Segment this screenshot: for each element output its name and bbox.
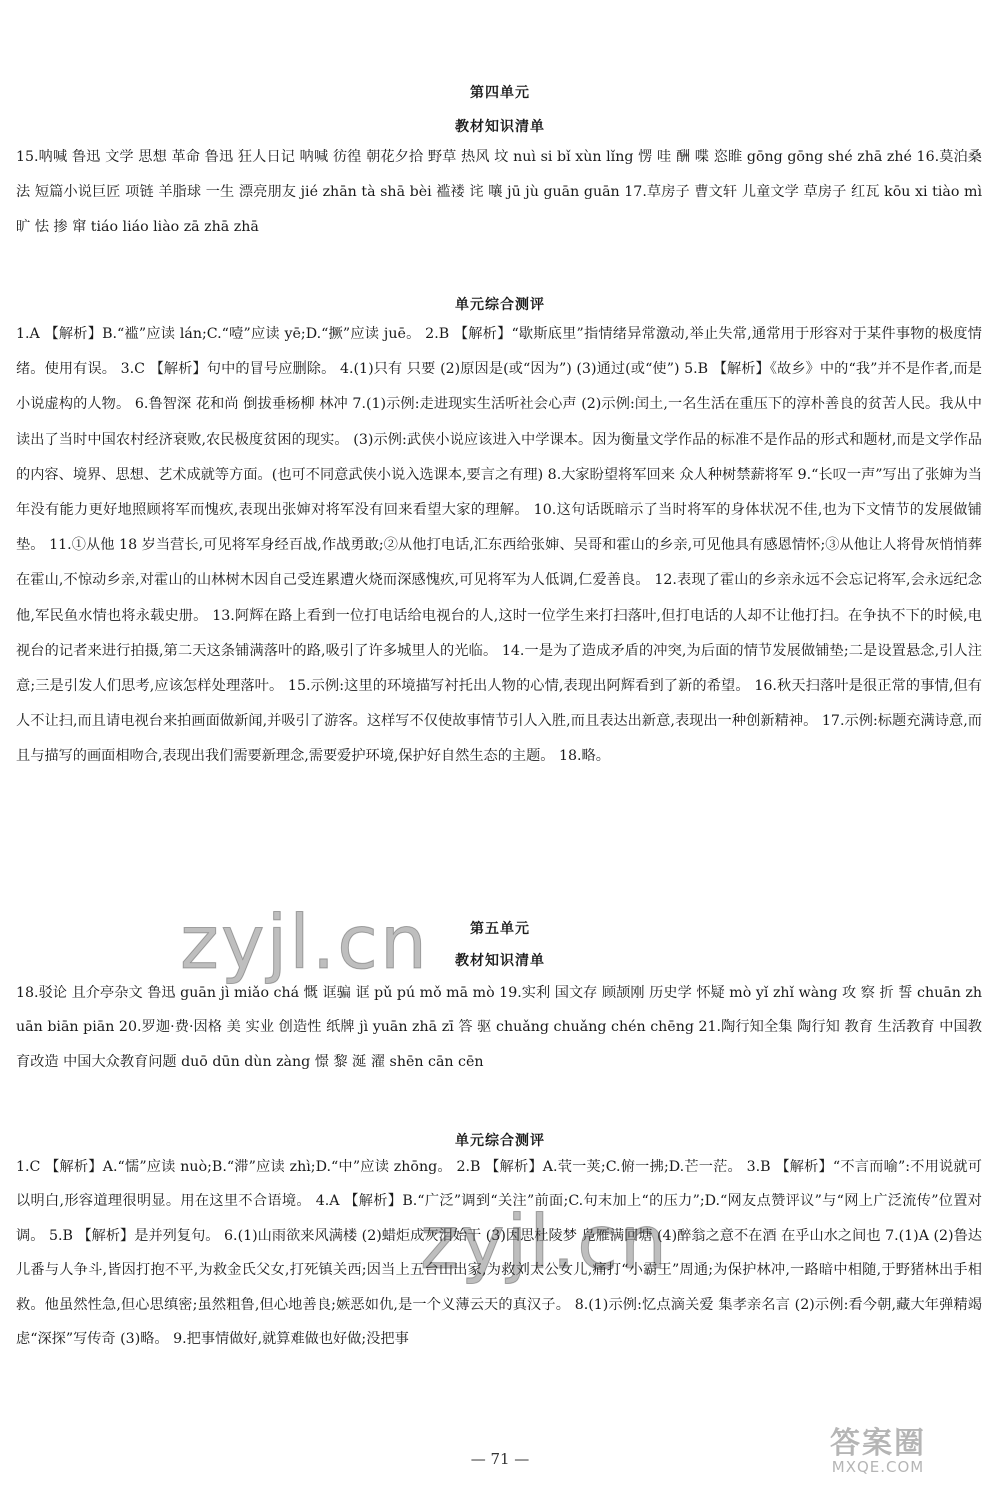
page-number: — 71 — [470, 1450, 530, 1468]
unit5-test-title: 单元综合测评 [455, 1133, 545, 1149]
corner-watermark-url: MXQE.COM [831, 1458, 925, 1476]
watermark-logo: zyjl.cn [420, 1200, 669, 1286]
unit5-knowledge-title: 教材知识清单 [455, 953, 545, 969]
watermark-logo: zyjl.cn [180, 900, 429, 986]
corner-watermark [830, 1418, 926, 1476]
unit4-test-text: 1.A 【解析】B.“褴”应读 lán;C.“噎”应读 yē;D.“撅”应读 juē。 2.B 【解析】“歇斯底里”指情绪异常激动,举止失常,通常用于形容对于某件事物的极度情绪。使用有误。 3.C 【解析】句中的冒号应删除。 4.(1)只有 只要 (2)原因是(或“因为”) (3)通过(或“使”) 5.B 【解析】《故乡》中的“我”并不是作者,而是小说虚构的人物。 6.鲁智深 花和尚 倒拔垂杨柳 林冲 7.(1)示例:走进现实生活听社会心声 (2)示例:闰土,一名生活在重压下的淳朴善良的贫苦人民。我从中读出了当时中国农村经济衰败,农民极度贫困的现实。 (3)示例:武侠小说应该进入中学课本。因为衡量文学作品的标准不是作品的形式和题材,而是文学作品的内容、境界、思想、艺术成就等方面。(也可不同意武侠小说入选课本,要言之有理) 8.大家盼望将军回来 众人种树禁薪将军 9.“长叹一声”写出了张婶为当年没有能力更好地照顾将军而愧疚,表现出张婶对将军没有回来看望大家的理解。 10.这句话既暗示了当时将军的身体状况不佳,也为下文情节的发展做铺垫。 11.①从他 18 岁当营长,可见将军身经百战,作战勇敢;②从他打电话,汇东西给张婶、吴哥和霍山的乡亲,可见他具有感恩情怀;③从他让人将骨灰悄悄葬在霍山,不惊动乡亲,对霍山的山林树木因自己受连累遭火烧而深感愧疚,可见将军为人低调,仁爱善良。 12.表现了霍山的乡亲永远不会忘记将军,会永远纪念他,军民鱼水情也将永载史册。 13.阿辉在路上看到一位打电话给电视台的人,这时一位学生来打扫落叶,但打电话的人却不让他打扫。在争执不下的时候,电视台的记者来进行拍摄,第二天这条铺满落叶的路,吸引了许多城里人的光临。 14.一是为了造成矛盾的冲突,为后面的情节发展做铺垫;二是设置悬念,引人注意;三是引发人们思考,应该怎样处理落叶。 15.示例:这里的环境描写衬托出人物的心情,表现出阿辉看到了新的希望。 16.秋天扫落叶是很正常的事情,但有人不让扫,而且请电视台来拍画面做新闻,并吸引了游客。这样写不仅使故事情节引人入胜,而且表达出新意,表现出一种创新精神。 17.示例:标题充满诗意,而且与描写的画面相吻合,表现出我们需要新理念,需要爱护环境,保护好自然生态的主题。 18.略。 [16, 326, 982, 765]
unit5-test-text: 1.C 【解析】A.“懦”应读 nuò;B.“滞”应读 zhì;D.“中”应读 zhōng。 2.B 【解析】A.茕一荚;C.俯一拂;D.芒一茫。 3.B 【解析】“不言而喻”:不用说就可以明白,形容道理很明显。用在这里不合语境。 4.A 【解析】B.“广泛”调到“关注”前面;C.句末加上“的压力”;D.“网友点赞评议”与“网上广泛流传”位置对调。 5.B 【解析】是并列复句。 6.(1)山雨欲来风满楼 (2)蜡炬成灰泪始干 (3)因思杜陵梦 凫雁满回塘 (4)醉翁之意不在酒 在乎山水之间也 7.(1)A (2)鲁达儿番与人争斗,皆因打抱不平,为救金氏父女,打死镇关西;因当上五台山出家,为救刘太公女儿,痛打“小霸王”周通;为保护林冲,一路暗中相随,于野猪林出手相救。他虽然性急,但心思缜密;虽然粗鲁,但心地善良;嫉恶如仇,是一个义薄云天的真汉子。 8.(1)示例:忆点滴关爱 集孝亲名言 (2)示例:看今朝,藏大年弹精竭虑“深探”写传奇 (3)略。 9.把事情做好,就算难做也好做;没把事 [16, 1159, 982, 1348]
unit5-title: 第五单元 [470, 921, 530, 937]
unit4-knowledge-title: 教材知识清单 [455, 119, 545, 135]
unit4-test-title: 单元综合测评 [455, 297, 545, 313]
unit5-knowledge-text: 18.驳论 且介亭杂文 鲁迅 guān jì miǎo chá 慨 诓骗 诓 pǔ pú mǒ mā mò 19.实利 国文存 顾颉刚 历史学 怀疑 mò yǐ zhǐ wàng 攻 察 折 誓 chuān zhuān biān piān 20.罗迦·费·因格 美 实业 创造性 纸牌 jì yuān zhā zī 答 驱 chuǎng chuǎng chén chēng 21.陶行知全集 陶行知 教育 生活教育 中国教育改造 中国大众教育问题 duō dūn dùn zàng 憬 黎 涎 濯 shēn cān cēn [16, 985, 982, 1070]
unit4-knowledge-text: 15.呐喊 鲁迅 文学 思想 革命 鲁迅 狂人日记 呐喊 彷徨 朝花夕拾 野草 热风 坟 nuì si bǐ xùn lǐng 愣 哇 酬 喋 恣睢 gōng gōng shé zhā zhé 16.莫泊桑 法 短篇小说巨匠 项链 羊脂球 一生 漂亮朋友 jié zhān tà shā bèi 褴褛 诧 嚷 jū jù guān guān 17.草房子 曹文轩 儿童文学 草房子 红瓦 kōu xi tiào mì 旷 怯 掺 窜 tiáo liáo liào zā zhā zhā [16, 149, 982, 236]
corner-watermark-logo: 答案圈 [830, 1426, 926, 1461]
unit4-title: 第四单元 [470, 85, 530, 101]
